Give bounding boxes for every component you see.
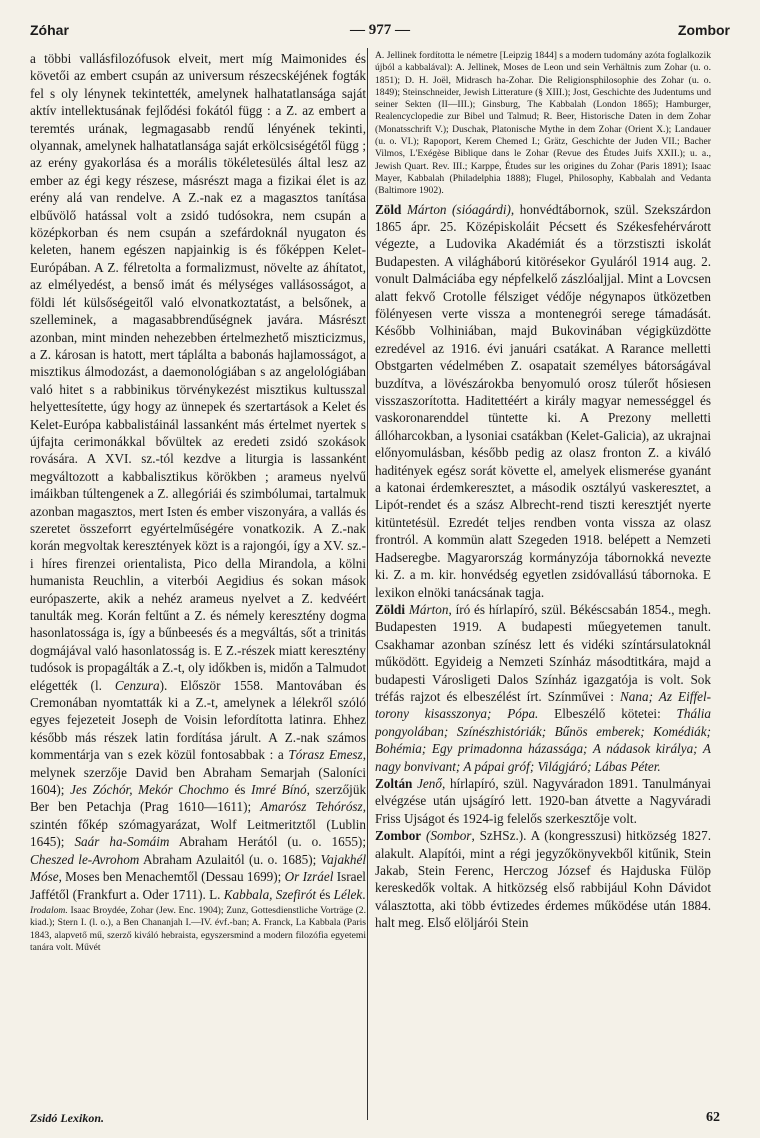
right-column (375, 50, 711, 1100)
page-header (30, 22, 730, 42)
footer-signature-number: 62 (706, 1110, 720, 1125)
page-number: — 977 — (350, 22, 410, 38)
entry-zombor: Zombor (Sombor, SzHSz.). A (kongresszusi) hitközség 1827. alakult. Alapítói, mint a régi jegyzőkönyvekből kitűnik, Stein Jakab, Stein Ferenc, Herczog József és Hajduska Fülöp kereskedők voltak. A hitközség első rabbijául Kohn Dávidot választotta, aki több évtizedes érdemes működése után 1884. halt meg. Első elöljárói Stein (375, 828, 711, 931)
header-right-keyword: Zombor (677, 22, 730, 38)
bibliography-footnote: Irodalom. Isaac Broydée, Zohar (Jew. Enc. 1904); Zunz, Gottesdienstliche Vorträge (2. kiad.); Stern I. (l. o.), a Ben Chananjah I.—IV. évf.-ban; A. Franck, La Kabbala (Paris 1843, alapvető mű, szerző kiváló hebraista, egyszersmind a modern filozófia egyetemi tanára volt. Művét (30, 904, 366, 953)
header-left-keyword: Zóhar (30, 22, 69, 38)
entry-zoltan-jeno: Zoltán Jenő, hírlapíró, szül. Nagyváradon 1891. Tanulmányai elvégzése után ujságíró lett. 1920-ban átvette a Nagyváradi Friss Ujságot és 1924-ig felelős szerkesztője volt. (375, 775, 711, 826)
left-column (30, 50, 366, 1100)
bibliography-footnote-continued: A. Jellinek fordította le németre [Leipzig 1844] s a modern tudomány azóta foglalkozik újból a kabbalával): A. Jellinek, Moses de Leon und sein Verhältnis zum Zohar (u. o. 1851); D. H. Joël, Midrasch ha-Zohar. Die Religionsphilosophie des Zohar (u. o. 1849); Steinschneider, Jewish Litterature (§ XIII.); Jost, Geschichte des Judentums und seiner Sekten (II—III.); Ginsburg, The Kabbalah (London 1865); Hamburger, Realencyclopedie zur Bibel und Talmud; R. Beer, Historische Daten in dem Zohar (Monatsschrift V.); Duschak, Platonische Mythe in dem Zohar (Orient X.); Landauer (u. o. VI.); Rapoport, Kerem Chemed I.; Grätz, Geschichte der Juden VII.; Bacher Vilmos, L'Exégèse Biblique dans le Zohar (Revue des Études Juifs XXII.); u. a., Jewish Quart. Rev. III.; Karppe, Études sur les origines du Zohar (Paris 1891); Isaac Mayer, Kabbalah (Philadelphia 1888); Flugel, Philosophy, Kabbalah and Vedanta (Baltimore 1902). (375, 50, 711, 197)
zohar-article-body: a többi vallásfilozófusok elveit, mert míg Maimonides és követői az embert csupán az universum részecskéjének fogták fel s oly lénynek tekintették, amelynek halhatatlansága saját aktív intellektusának fejlődési fokától függ : a Z. az embert a teremtés urának, legmagasabb rendű lényének tekinti, olyannak, amelynek halhatatlansága saját erkölcsiségétől függ ; az erény gyakorlása és a morális tökéletesülés által lesz az ember az égi kegy részese, másrészt maga a fizikai élet is az erény alá van rendelve. A Z.-nak ez a magasztos tanítása elbűvölő hatással volt a zsidó tudósokra, nem csupán a középkorban és nem csupán a szefárdoknál nyugaton és keleten, hanem egészen napjainkig is és főképpen Kelet-Európában. A Z. félretolta a formalizmust, növelte az áhítatot, az elmélyedést, a benső imát és mélységes vallásosságot, a földi lét külsőségeitől való elvonatkoztatást, a belsőnek, a szelleminek, a magasabbrendűségnek javára. Másrészt azonban, mint minden nehezebben értelmezhető miszticizmus, a Z. károsan is hatott, mert táplálta a babonás hajlamosságot, a misztikus álmodozást, a daemonológiában s az angelológiában való hitet s a rabbinikus törvénykezést misztikus kultusszal helyettesítette, úgy hogy az ünnepek és szertartások a Kelet és Kelet-Európa kabbalistáinál lassanként más értelmet nyertek s újfajta cerimonákkal bővültek az eredeti zsidó szokások rovására. A XVI. sz.-tól kezdve a liturgia is lassanként megváltozott a kabbalisztikus körökben ; arameus nyelvű imáikban túltengenek a Z. allegóriái és szimbólumai, tartalmuk azonban magasztos, mert Isten és ember viszonyára, a vallás és szeretet összeforrt egyértelműségére vonatkozik. A Z.-nak korán megvoltak keresztények közt is a rajongói, így a XV. sz.-i híres firenzei orientalista, Pico della Mirandola, a kölni humanista Reuchlin, a viterbói Aegidius és sokan mások európaszerte, akik a nehéz arameus nyelvet a Z. kedvéért tanulták meg. Korán feltűnt a Z. és némely keresztény dogma hasonlatossága is, így a bűnbeesés és a megváltás, sőt a trinitás dogmájával való hasonlatosság is. E Z.-részek miatt keresztény tudósok is propagálták a Z.-t, oly időkben is, midőn a Talmudot elégették (l. Cenzura). Először 1558. Mantovában és Cremonában nyomtatták ki a Z.-t, amelynek a lélekről szóló egyes fejezeteit Joseph de Voisin lefordította latinra. Ehhez később más részek latin fordítása járult. A Z.-nak számos kommentárja van s ezek közül fontosabbak : a Tórasz Emesz, melynek szerzője David ben Abraham Semarjah (Saloníci 1604); Jes Zóchór, Mekór Chochmo és Imré Bínó, szerzőjük Ber ben Petachja (Prag 1610—1611); Amarósz Tehórósz, szintén főkép szómagyarázat, Wolf Leitmeritztől (Lublin 1645); Saár ha-Somáim Abraham Herától (u. o. 1655); Cheszed le-Avrohom Abraham Azulaitól (u. o. 1685); Vajakhél Móse, Moses ben Menachemtől (Dessau 1699); Or Izráel Israel Jaffétől (Frankfurt a. Oder 1711). L. Kabbala, Szefirót és Lélek. (30, 51, 366, 902)
column-divider (367, 48, 368, 1120)
entry-zoldi-marton: Zöldi Márton, író és hírlapíró, szül. Békéscsabán 1854., megh. Budapesten 1919. A budapesti műegyetemen tanult. Csakhamar azonban színész lett és vidéki színtársulatoknál működött. Egyideig a Nemzeti Színház másodtitkára, majd a budapesti Városligeti Dalos Színház igazgatója is volt. Sok tréfás rajzot és elbeszélést írt. Színművei : Nana; Az Eiffel-torony kisasszonya; Pópa. Elbeszélő kötetei: Thália pongyolában; Színészhistóriák; Bűnös emberek; Komédiák; Bohémia; Egy primadonna házassága; A nádasok királya; A nagy bonvivant; A pápai gróf; Világjáró; Lábas Péter. (375, 601, 711, 774)
footer-publication-title: Zsidó Lexikon. (30, 1111, 104, 1125)
entry-zold-marton: Zöld Márton (sióagárdi), honvédtábornok, szül. Szekszárdon 1865 ápr. 25. Középiskoláit Pécsett és Székesfehérvárott végezte, a Ludovika Akadémiát és a törzstiszti iskolát Budapesten. A világháború kitörésekor Gyuláról 1914 aug. 2. vonult Dalmáciába egy népfelkelő zászlóaljjal. Mint a Lovcsen alatt fekvő Crotolle félsziget védője négynapos ütközetben fölényesen verte vissza a montenegrói serege támadását. Később Volhiniában, majd Bukovinában végigküzdötte ezredével az 1916. évi januári csatákat. A Rarance melletti Obstgarten védelmében Z. osapatait személyes bátorságával buzdítva, a lövészárokba benyomuló orosz túlerőt hősiesen visszaszorította. Haditettéért a király magyar nemességgel és vaskoronarenddel tüntette ki. A Prezony melletti állóharcokban, a lysoniai csatákban (Kelet-Galicia), az ukrajnai előnyomulásban, később pedig az olasz fronton Z. a kiváló haditények egész sorát követte el, amelyek elismerése gyanánt a katonai érdemkeresztet, a második osztályú vaskeresztet, a Lipót-rendet és a szász Albrecht-rend tiszti keresztjét nyerte kitüntetésül. Ezredét teljes rendben vonta vissza az olasz frontról. A kommün alatt Szegeden 1918. belépett a Nemzeti Hadseregbe. Magyarország kormányzója tábornokká nevezte ki. Z. a m. kir. honvédség egyetlen zsidóvallású tábornoka. E lexikon elnöki tanácsának tagja. (375, 201, 711, 600)
